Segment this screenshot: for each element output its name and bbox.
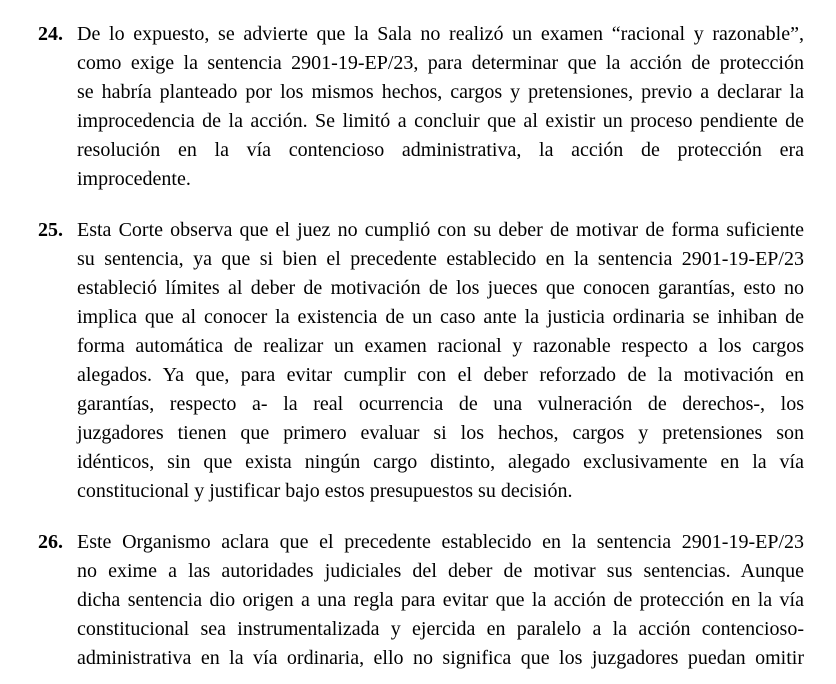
paragraph-line: se habría planteado por los mismos hechos, cargos y pretensiones, previo a declarar la	[77, 81, 804, 103]
paragraph-line: como exige la sentencia 2901-19-EP/23, para determinar que la acción de protección	[77, 52, 804, 74]
paragraph-line: constitucional sea instrumentalizada y ejercida en paralelo a la acción contencioso-	[77, 618, 804, 640]
paragraph-line: implica que al conocer la existencia de un caso ante la justicia ordinaria se inhiban de	[77, 306, 804, 328]
paragraph-number: 25.	[38, 219, 63, 241]
paragraph-line: dicha sentencia dio origen a una regla para evitar que la acción de protección en la vía	[77, 589, 804, 611]
paragraph-line: juzgadores tienen que primero evaluar si los hechos, cargos y pretensiones son	[77, 422, 804, 444]
paragraph-line: improcedencia de la acción. Se limitó a concluir que al existir un proceso pendiente de	[77, 110, 804, 132]
paragraph-line: su sentencia, ya que si bien el precedente establecido en la sentencia 2901-19-EP/23	[77, 248, 804, 270]
paragraph-line: no exime a las autoridades judiciales del deber de motivar sus sentencias. Aunque	[77, 560, 804, 582]
paragraph-line: improcedente.	[77, 168, 191, 190]
paragraph-line: Esta Corte observa que el juez no cumplió con su deber de motivar de forma suficiente	[77, 219, 804, 241]
paragraph-line: constitucional y justificar bajo estos presupuestos su decisión.	[77, 480, 573, 502]
paragraph-line: alegados. Ya que, para evitar cumplir con el deber reforzado de la motivación en	[77, 364, 804, 386]
paragraph-line: administrativa en la vía ordinaria, ello no significa que los juzgadores puedan omitir	[77, 647, 804, 669]
paragraph-number: 24.	[38, 23, 63, 45]
paragraph-line: De lo expuesto, se advierte que la Sala no realizó un examen “racional y razonable”,	[77, 23, 804, 45]
paragraph-line: idénticos, sin que exista ningún cargo distinto, alegado exclusivamente en la vía	[77, 451, 804, 473]
paragraph-line: resolución en la vía contencioso administrativa, la acción de protección era	[77, 139, 804, 161]
paragraph-line: garantías, respecto a- la real ocurrencia de una vulneración de derechos-, los	[77, 393, 804, 415]
paragraph-line: Este Organismo aclara que el precedente establecido en la sentencia 2901-19-EP/23	[77, 531, 804, 553]
paragraph-line: forma automática de realizar un examen racional y razonable respecto a los cargos	[77, 335, 804, 357]
paragraph-number: 26.	[38, 531, 63, 553]
paragraph-line: estableció límites al deber de motivación de los jueces que conocen garantías, esto no	[77, 277, 804, 299]
